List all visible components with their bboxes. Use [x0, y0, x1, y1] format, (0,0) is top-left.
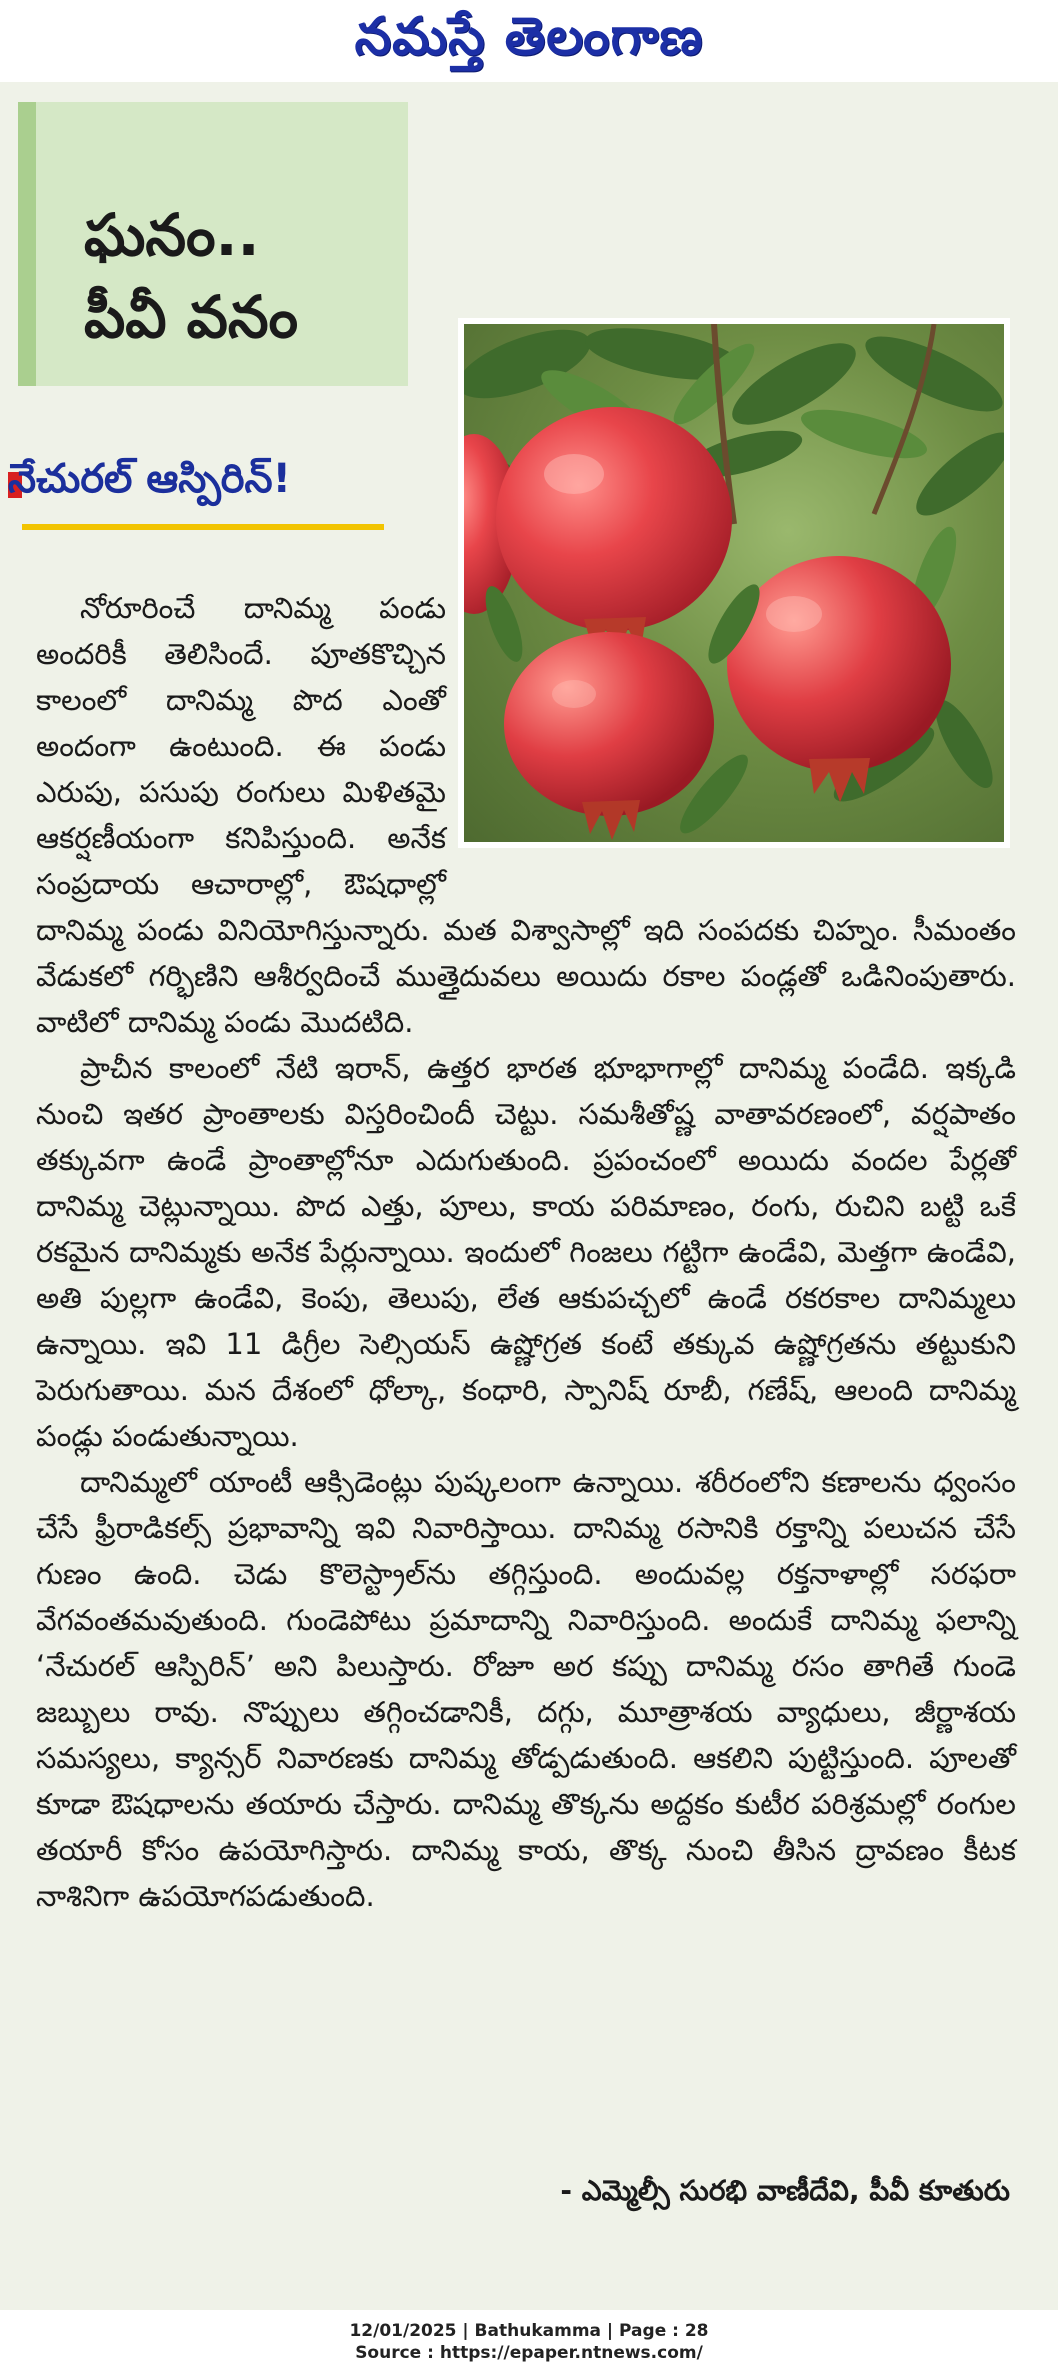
article-paragraph-3: దానిమ్మలో యాంటీ ఆక్సిడెంట్లు పుష్కలంగా ఉన్నాయి. శరీరంలోని కణాలను ధ్వంసం చేసే ఫ్రీరాడికల్స్ ప్రభావాన్ని ఇవి నివారిస్తాయి. దానిమ్మ రసానికి రక్తాన్ని పలుచన చేసే గుణం ఉంది. చెడు కొలెస్ట్రాల్‌ను తగ్గిస్తుంది. అందువల్ల రక్తనాళాల్లో సరఫరా వేగవంతమవుతుంది. గుండెపోటు ప్రమాదాన్ని నివారిస్తుంది. అందుకే దానిమ్మ ఫలాన్ని ‘నేచురల్ ఆస్పిరిన్’ అని పిలుస్తారు. రోజూ అర కప్పు దానిమ్మ రసం తాగితే గుండె జబ్బులు రావు. నొప్పులు తగ్గించడానికీ, దగ్గు, మూత్రాశయ వ్యాధులు, జీర్ణాశయ సమస్యలు, క్యాన్సర్ నివారణకు దానిమ్మ తోడ్పడుతుంది. ఆకలిని పుట్టిస్తుంది. పూలతో కూడా ఔషధాలను తయారు చేస్తారు. దానిమ్మ తొక్కను అద్దకం కుటీర పరిశ్రమల్లో రంగుల తయారీ కోసం ఉపయోగిస్తారు. దానిమ్మ కాయ, తొక్క నుంచి తీసిన ద్రావణం కీటక నాశినిగా ఉపయోగపడుతుంది. — [36, 1465, 1016, 1913]
headline — [84, 194, 298, 358]
article-body — [36, 585, 1016, 1919]
article-paragraph-2: ప్రాచీన కాలంలో నేటి ఇరాన్, ఉత్తర భారత భూభాగాల్లో దానిమ్మ పండేది. ఇక్కడి నుంచి ఇతర ప్రాంతాలకు విస్తరించిందీ చెట్టు. సమశీతోష్ణ వాతావరణంలో, వర్షపాతం తక్కువగా ఉండే ప్రాంతాల్లోనూ ఎదుగుతుంది. ప్రపంచంలో అయిదు వందల పేర్లతో దానిమ్మ చెట్లున్నాయి. పొద ఎత్తు, పూలు, కాయ పరిమాణం, రంగు, రుచిని బట్టి ఒకే రకమైన దానిమ్మకు అనేక పేర్లున్నాయి. ఇందులో గింజలు గట్టిగా ఉండేవి, మెత్తగా ఉండేవి, అతి పుల్లగా ఉండేవి, కెంపు, తెలుపు, లేత ఆకుపచ్చలో ఉండే రకరకాల దానిమ్మలు ఉన్నాయి. ఇవి 11 డిగ్రీల సెల్సియస్ ఉష్ణోగ్రత కంటే తక్కువ ఉష్ణోగ్రతను తట్టుకుని పెరుగుతాయి. మన దేశంలో ధోల్కా, కంధారి, స్పానిష్ రూబీ, గణేష్, ఆలంది దానిమ్మ పండ్లు పండుతున్నాయి. — [36, 1051, 1016, 1453]
subheading-underline — [22, 524, 384, 530]
masthead — [0, 0, 1058, 82]
masthead-title: నమస్తే తెలంగాణ — [354, 6, 704, 67]
article-paragraph-1: నోరూరించే దానిమ్మ పండు అందరికీ తెలిసిందే. పూతకొచ్చిన కాలంలో దానిమ్మ పొద ఎంతో అందంగా ఉంటుంది. ఈ పండు ఎరుపు, పసుపు రంగులు మిళితమై ఆకర్షణీయంగా కనిపిస్తుంది. అనేక సంప్రదాయ ఆచారాల్లో, ఔషధాల్లో దానిమ్మ పండు వినియోగిస్తున్నారు. మత విశ్వాసాల్లో ఇది సంపదకు చిహ్నం. సీమంతం వేడుకలో గర్భిణిని ఆశీర్వదించే ముత్తైదువలు అయిదు రకాల పండ్లతో ఒడినింపుతారు. వాటిలో దానిమ్మ పండు మొదటిది. — [36, 591, 1016, 1039]
subheading: నేచురల్ ఆస్పిరిన్! — [8, 456, 291, 502]
footer-source: Source : https://epaper.ntnews.com/ — [355, 2343, 703, 2363]
headline-line-2: పీవీ వనం — [84, 283, 299, 351]
byline: - ఎమ్మెల్సీ సురభి వాణీదేవి, పీవీ కూతురు — [560, 2174, 1010, 2207]
footer-issue: 12/01/2025 | Bathukamma | Page : 28 — [349, 2321, 709, 2341]
headline-box — [18, 102, 408, 386]
headline-line-1: ఘనం.. — [84, 201, 260, 269]
page-footer — [0, 2320, 1058, 2364]
headline-accent-bar — [18, 102, 36, 386]
image-wrap-spacer — [446, 585, 1016, 890]
